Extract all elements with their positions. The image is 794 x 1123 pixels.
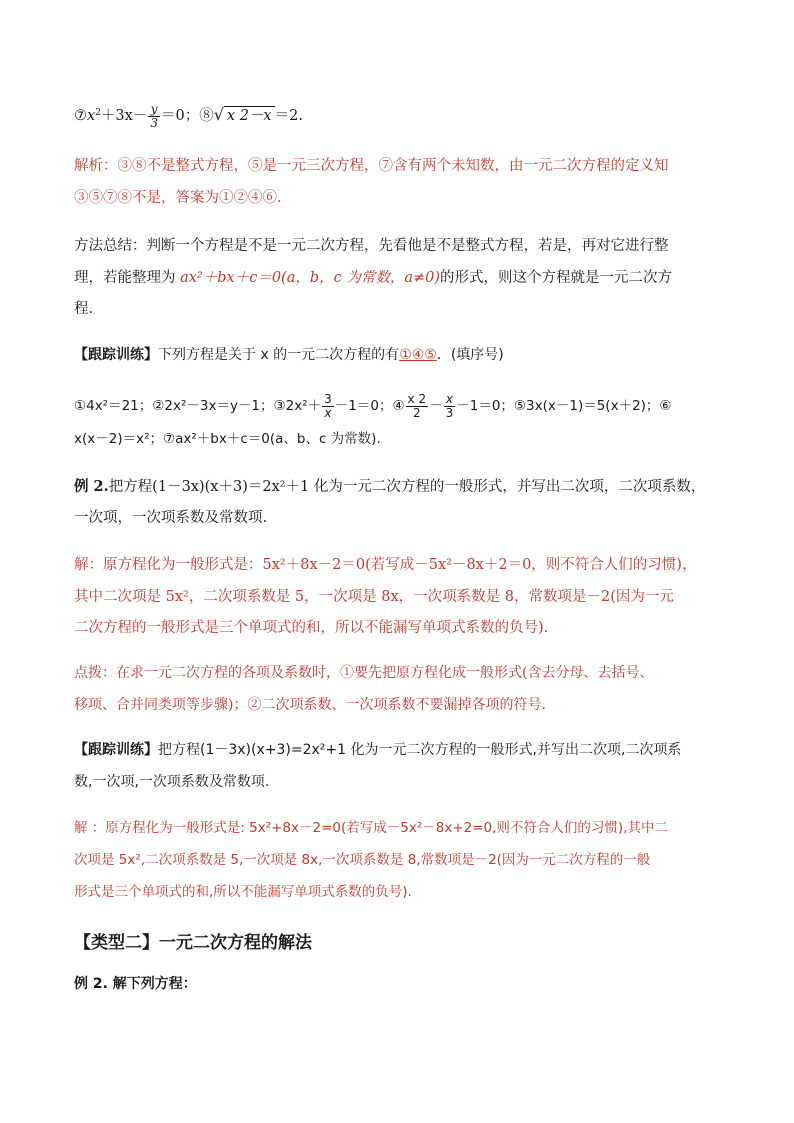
track1-tag: 【跟踪训练】 [74, 347, 158, 363]
eq7-variable: x [87, 108, 96, 124]
method-line-3: 程. [74, 301, 94, 317]
sqrt-symbol: √ [213, 105, 224, 124]
example2-solve-prompt: 例 2. 解下列方程： [74, 976, 197, 992]
fraction-x2-over-2: $\frac{x 2}{2}$ [407, 391, 427, 420]
solution2-line-2: 次项是 5x²,二次项系数是 5,一次项是 8x,一次项系数是 8,常数项是－2(因为一元二次方程的一般 [74, 852, 651, 868]
track2-line-1: 【跟踪训练】把方程(1－3x)(x+3)=2x²+1 化为一元二次方程的一般形式,并写出二次项,二次项系 [74, 742, 682, 758]
method-formula: ax²＋bx＋c＝0(a，b，c 为常数，a≠0) [180, 270, 441, 286]
track2-tag: 【跟踪训练】 [74, 742, 158, 758]
method-line-2: 理，若能整理为 ax²＋bx＋c＝0(a，b，c 为常数，a≠0)的形式，则这个方程就是一元二次方 [74, 270, 673, 286]
tip-line-2: 移项、合并同类项等步骤)；②二次项系数、一次项系数不要漏掉各项的符号. [74, 697, 546, 713]
eq7-number: ⑦ [74, 108, 87, 124]
example2-line-1: 例 2.把方程(1－3x)(x＋3)＝2x²＋1 化为一元二次方程的一般形式，并写出二次项，二次项系数， [74, 478, 706, 495]
solution2-line-3: 形式是三个单项式的和,所以不能漏写单项式系数的负号). [74, 884, 412, 900]
eq8-tail: ＝2. [274, 108, 303, 124]
solution2-line-1: 解 ：原方程化为一般形式是: 5x²+8x－2=0(若写成－5x²－8x+2=0,则不符合人们的习惯),其中二 [74, 820, 668, 836]
solution1-line-3: 二次方程的一般形式是三个单项式的和，所以不能漏写单项式系数的负号). [74, 620, 549, 636]
analysis-line-1: 解析：③⑧不是整式方程，⑤是一元三次方程，⑦含有两个未知数，由一元二次方程的定义知 [74, 158, 669, 174]
eq8-radicand: x 2－x [224, 106, 275, 125]
analysis-line-2: ③⑤⑦⑧不是，答案为①②④⑥. [74, 190, 282, 206]
solution1-line-2: 其中二次项是 5x²，二次项系数是 5，一次项是 8x，一次项系数是 8，常数项是－2(因为一元 [74, 589, 674, 605]
eq7-middle: ＋3x－ [100, 108, 148, 124]
eq7-tail: ＝0；⑧ [160, 108, 214, 124]
track1-equations-line-1: ①4x²＝21；②2x²－3x＝y－1；③2x²＋ $\frac{3}{x}$ －1＝0；④ $\frac{x 2}{2}$ － $\frac{x}{3}$ －1＝0；⑤3x(x－1)＝5(x＋2)；⑥ [74, 391, 672, 420]
fraction-x-over-3: $\frac{x}{3}$ [445, 391, 454, 420]
section-title: 【类型二】一元二次方程的解法 [74, 933, 312, 953]
solution1-line-1: 解：原方程化为一般形式是：5x²＋8x－2＝0(若写成－5x²－8x＋2＝0，则不符合人们的习惯)， [74, 557, 697, 573]
track2-line-2: 数,一次项,一次项系数及常数项. [74, 774, 270, 790]
example2-label: 例 2. [74, 478, 109, 495]
equation-line-7-8: $⑦x^2+3x-$ $\frac{y}{3}$ ＝0；⑧√ x 2－x ＝2. [74, 101, 303, 130]
track1-answer: ①④⑤ [399, 347, 437, 363]
example2-line-2: 一次项，一次项系数及常数项. [74, 510, 268, 526]
fraction-3-over-x: $\frac{3}{x}$ [324, 391, 332, 420]
method-line-1: 方法总结：判断一个方程是不是一元二次方程，先看他是不是整式方程，若是，再对它进行整 [74, 238, 669, 254]
track1-equations-line-2: x(x－2)＝x²；⑦ax²＋bx＋c＝0(a、b、c 为常数). [74, 431, 381, 447]
fraction-y-over-3: $\frac{y}{3}$ [150, 101, 158, 130]
track1-question: 【跟踪训练】下列方程是关于 x 的一元二次方程的有①④⑤．(填序号) [74, 347, 504, 363]
tip-line-1: 点拨：在求一元二次方程的各项及系数时，①要先把原方程化成一般形式(含去分母、去括号、 [74, 665, 654, 681]
